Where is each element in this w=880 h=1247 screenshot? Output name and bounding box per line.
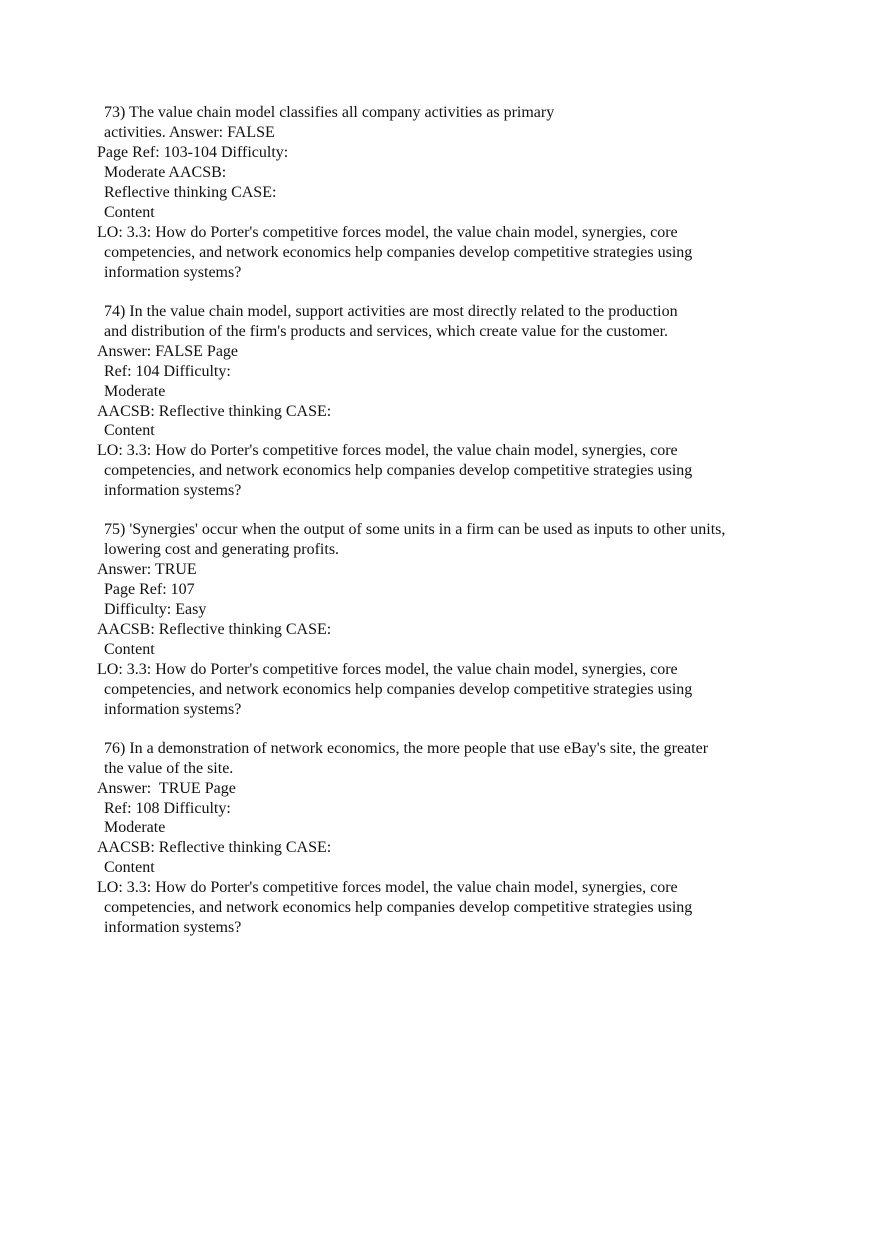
page-ref-line: Ref: 108 Difficulty: — [104, 800, 231, 817]
page-ref-line: Page Ref: 103-104 Difficulty: — [97, 144, 289, 161]
difficulty-line: Difficulty: Easy — [104, 601, 207, 618]
lo-line-end: information systems? — [104, 701, 242, 718]
case-line: Content — [104, 641, 155, 658]
question-text: 74) In the value chain model, support activities are most directly related to the production — [104, 303, 678, 320]
case-line: Content — [104, 859, 155, 876]
lo-line-continued: competencies, and network economics help companies develop competitive strategies using — [104, 462, 693, 479]
lo-line: LO: 3.3: How do Porter's competitive forces model, the value chain model, synergies, core — [97, 879, 678, 896]
lo-line-continued: competencies, and network economics help companies develop competitive strategies using — [104, 681, 693, 698]
answer-line: Answer: TRUE Page — [97, 780, 236, 797]
page-ref-line: Ref: 104 Difficulty: — [104, 363, 231, 380]
lo-line: LO: 3.3: How do Porter's competitive forces model, the value chain model, synergies, core — [97, 442, 678, 459]
lo-line-continued: competencies, and network economics help companies develop competitive strategies using — [104, 244, 693, 261]
lo-line: LO: 3.3: How do Porter's competitive forces model, the value chain model, synergies, core — [97, 224, 678, 241]
difficulty-line: Moderate AACSB: — [104, 164, 227, 181]
lo-line-continued: competencies, and network economics help companies develop competitive strategies using — [104, 899, 693, 916]
lo-line: LO: 3.3: How do Porter's competitive forces model, the value chain model, synergies, core — [97, 661, 678, 678]
question-text-continued: the value of the site. — [104, 760, 234, 777]
case-line: Content — [104, 204, 155, 221]
case-line: Content — [104, 422, 155, 439]
aacsb-line: AACSB: Reflective thinking CASE: — [97, 839, 332, 856]
aacsb-line: AACSB: Reflective thinking CASE: — [97, 621, 332, 638]
question-text-continued: and distribution of the firm's products and services, which create value for the customer. — [104, 323, 669, 340]
difficulty-line: Moderate — [104, 819, 166, 836]
question-text: 76) In a demonstration of network economics, the more people that use eBay's site, the greater — [104, 740, 709, 757]
page-ref-line: Page Ref: 107 — [104, 581, 195, 598]
difficulty-line: Moderate — [104, 383, 166, 400]
lo-line-end: information systems? — [104, 482, 242, 499]
lo-line-end: information systems? — [104, 919, 242, 936]
answer-line: activities. Answer: FALSE — [104, 124, 275, 141]
question-text-continued: lowering cost and generating profits. — [104, 541, 340, 558]
aacsb-line: Reflective thinking CASE: — [104, 184, 277, 201]
question-text: 75) 'Synergies' occur when the output of some units in a firm can be used as inputs to other units, — [104, 521, 726, 538]
answer-line: Answer: TRUE — [97, 561, 197, 578]
answer-line: Answer: FALSE Page — [97, 343, 239, 360]
aacsb-line: AACSB: Reflective thinking CASE: — [97, 403, 332, 420]
question-text: 73) The value chain model classifies all company activities as primary — [104, 104, 555, 121]
lo-line-end: information systems? — [104, 264, 242, 281]
